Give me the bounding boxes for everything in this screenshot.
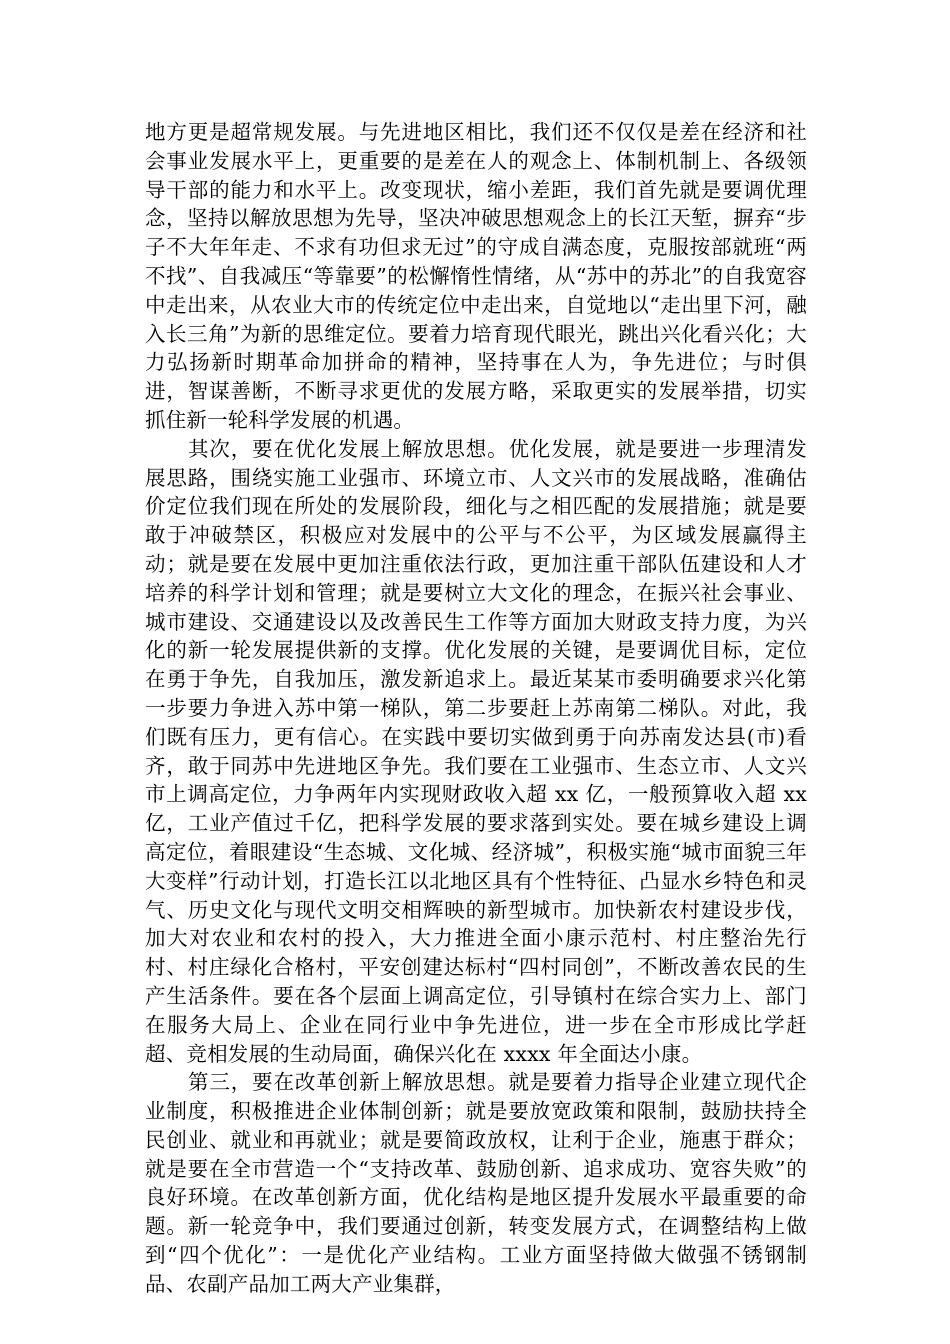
paragraph-third: 第三，要在改革创新上解放思想。就是要着力指导企业建立现代企业制度，积极推进企业体制创新；就是要放宽政策和限制，鼓励扶持全民创业、就业和再就业；就是要简政放权，让利于企业，施惠于群众；就是要在全市营造一个“支持改革、鼓励创新、追求成功、宽容失败”的良好环境。在改革创新方面，优化结构是地区提升发展水平最重要的命题。新一轮竞争中，我们要通过创新，转变发展方式，在调整结构上做到“四个优化”：一是优化产业结构。工业方面坚持做大做强不锈钢制品、农副产品加工两大产业集群， [145, 1070, 807, 1296]
document-body [145, 118, 807, 1299]
paragraph-second: 其次，要在优化发展上解放思想。优化发展，就是要进一步理清发展思路，围绕实施工业强市、环境立市、人文兴市的发展战略，准确估价定位我们现在所处的发展阶段，细化与之相匹配的发展措施；就是要敢于冲破禁区，积极应对发展中的公平与不公平，为区域发展赢得主动；就是要在发展中更加注重依法行政，更加注重干部队伍建设和人才培养的科学计划和管理；就是要树立大文化的理念，在振兴社会事业、城市建设、交通建设以及改善民生工作等方面加大财政支持力度，为兴化的新一轮发展提供新的支撑。优化发展的关键，是要调优目标，定位在勇于争先，自我加压，激发新追求上。最近某某市委明确要求兴化第一步要力争进入苏中第一梯队，第二步要赶上苏南第二梯队。对此，我们既有压力，更有信心。在实践中要切实做到勇于向苏南发达县(市)看齐，敢于同苏中先进地区争先。我们要在工业强市、生态立市、人文兴市上调高定位，力争两年内实现财政收入超 xx 亿，一般预算收入超 xx 亿，工业产值过千亿，把科学发展的要求落到实处。要在城乡建设上调高定位，着眼建设“生态城、文化城、经济城”，积极实施“城市面貌三年大变样”行动计划，打造长江以北地区具有个性特征、凸显水乡特色和灵气、历史文化与现代文明交相辉映的新型城市。加快新农村建设步伐，加大对农业和农村的投入，大力推进全面小康示范村、村庄整治先行村、村庄绿化合格村，平安创建达标村“四村同创”，不断改善农民的生产生活条件。要在各个层面上调高定位，引导镇村在综合实力上、部门在服务大局上、企业在同行业中争先进位，进一步在全市形成比学赶超、竞相发展的生动局面，确保兴化在 xxxx 年全面达小康。 [145, 436, 807, 1066]
paragraph-continuation: 地方更是超常规发展。与先进地区相比，我们还不仅仅是差在经济和社会事业发展水平上，更重要的是差在人的观念上、体制机制上、各级领导干部的能力和水平上。改变现状，缩小差距，我们首先就是要调优理念，坚持以解放思想为先导，坚决冲破思想观念上的长江天堑，摒弃“步子不大年年走、不求有功但求无过”的守成自满态度，克服按部就班“两不找”、自我减压“等靠要”的松懈惰性情绪，从“苏中的苏北”的自我宽容中走出来，从农业大市的传统定位中走出来，自觉地以“走出里下河，融入长三角”为新的思维定位。要着力培育现代眼光，跳出兴化看兴化；大力弘扬新时期革命加拼命的精神，坚持事在人为，争先进位；与时俱进，智谋善断，不断寻求更优的发展方略，采取更实的发展举措，切实抓住新一轮科学发展的机遇。 [145, 120, 807, 432]
